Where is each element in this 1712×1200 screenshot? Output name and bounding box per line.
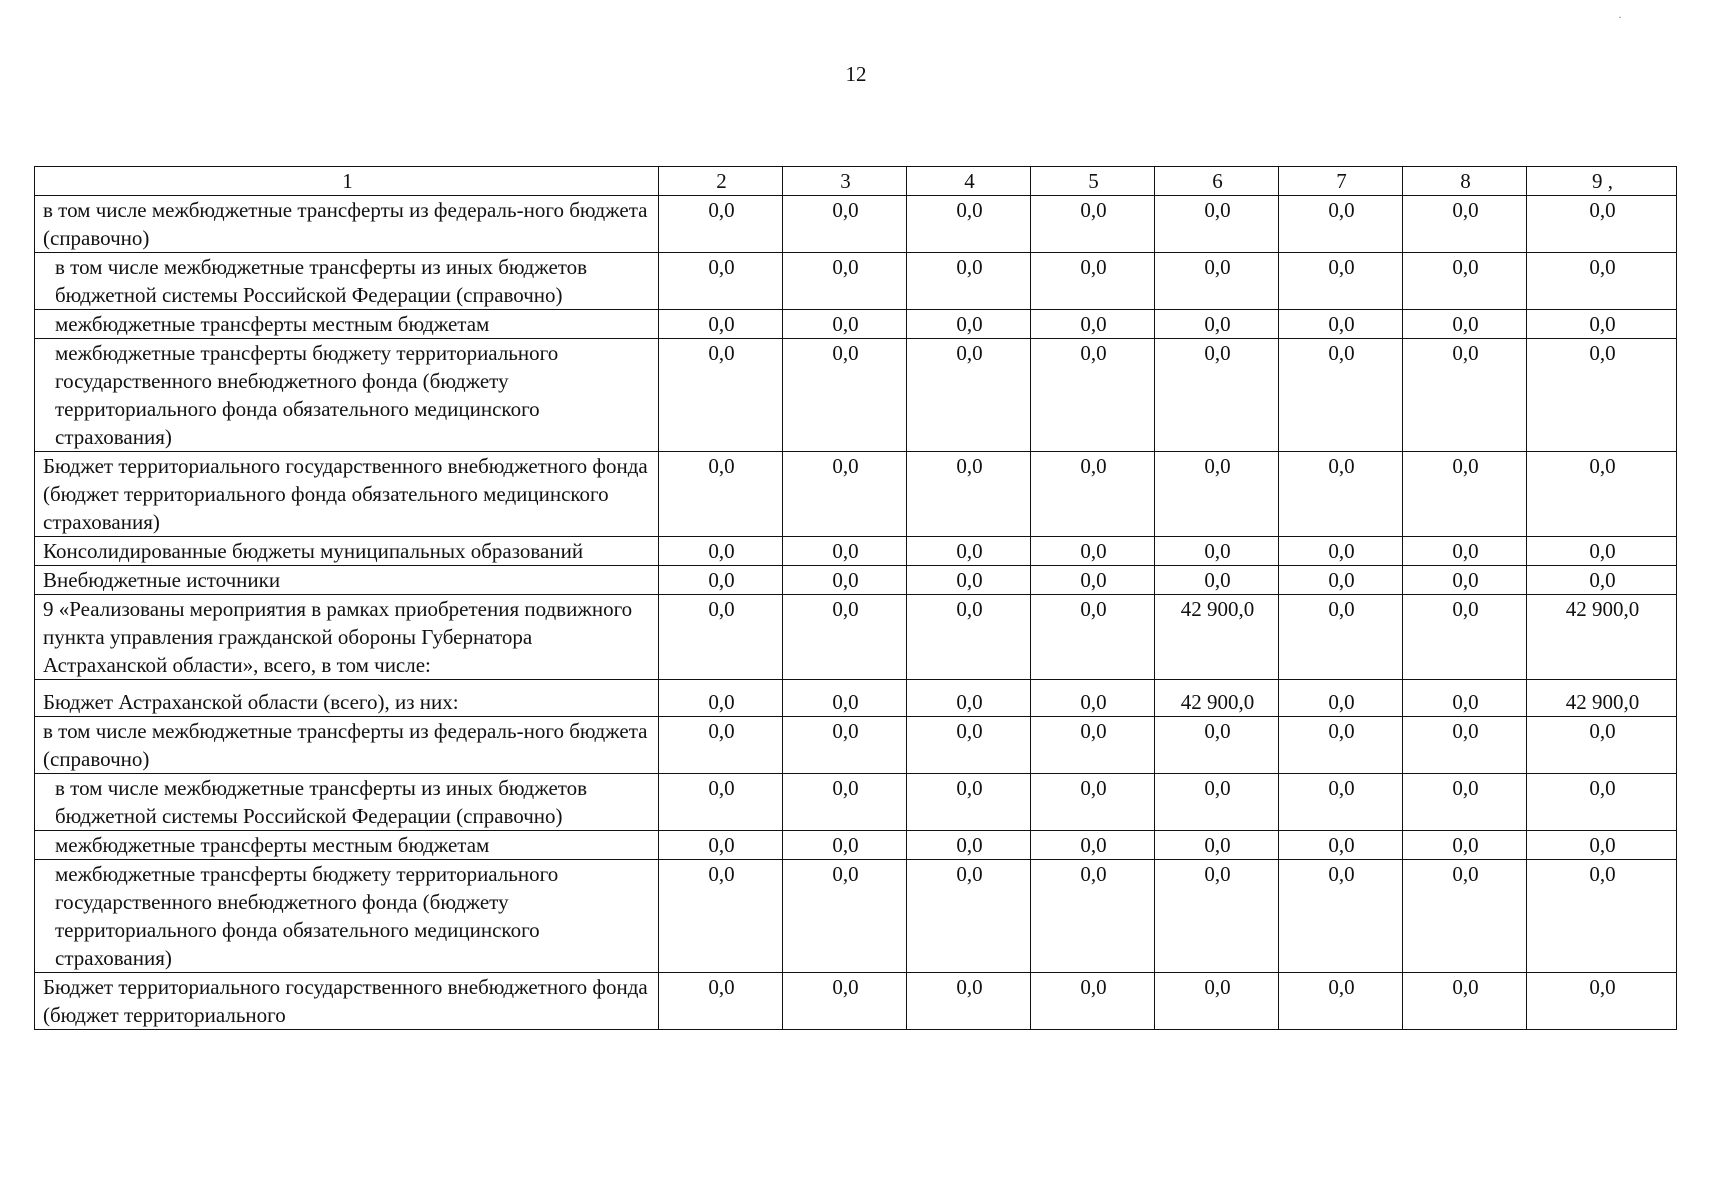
cell-value-col-6: 42 900,0 [1155,680,1279,717]
cell-value-col-4: 0,0 [907,860,1031,973]
cell-value-col-9: 42 900,0 [1527,680,1677,717]
cell-value-col-4: 0,0 [907,774,1031,831]
table-row [35,831,1677,860]
cell-value-col-3: 0,0 [783,196,907,253]
cell-value-col-6: 0,0 [1155,339,1279,452]
cell-value-col-5: 0,0 [1031,595,1155,680]
cell-value-col-6: 0,0 [1155,196,1279,253]
cell-value-col-4: 0,0 [907,680,1031,717]
cell-value-col-9: 0,0 [1527,452,1677,537]
cell-value-col-8: 0,0 [1403,680,1527,717]
column-header-5: 5 [1031,167,1155,196]
table-row [35,452,1677,537]
table-row [35,595,1677,680]
cell-value-col-7: 0,0 [1279,774,1403,831]
cell-value-col-9: 42 900,0 [1527,595,1677,680]
cell-value-col-9: 0,0 [1527,339,1677,452]
cell-value-col-6: 0,0 [1155,973,1279,1030]
cell-value-col-6: 0,0 [1155,831,1279,860]
cell-value-col-6: 0,0 [1155,717,1279,774]
column-header-7: 7 [1279,167,1403,196]
cell-value-col-7: 0,0 [1279,717,1403,774]
cell-value-col-7: 0,0 [1279,973,1403,1030]
cell-value-col-3: 0,0 [783,310,907,339]
page-number: 12 [845,62,867,86]
cell-value-col-5: 0,0 [1031,831,1155,860]
cell-value-col-8: 0,0 [1403,595,1527,680]
cell-value-col-4: 0,0 [907,452,1031,537]
cell-value-col-5: 0,0 [1031,860,1155,973]
cell-value-col-6: 0,0 [1155,310,1279,339]
cell-value-col-9: 0,0 [1527,717,1677,774]
cell-value-col-5: 0,0 [1031,680,1155,717]
cell-value-col-8: 0,0 [1403,537,1527,566]
column-header-8: 8 [1403,167,1527,196]
cell-value-col-7: 0,0 [1279,831,1403,860]
table-row [35,310,1677,339]
cell-value-col-3: 0,0 [783,595,907,680]
cell-value-col-3: 0,0 [783,774,907,831]
row-label: Бюджет территориального государственного внебюджетного фонда (бюджет территориального [35,973,659,1030]
column-header-3: 3 [783,167,907,196]
cell-value-col-3: 0,0 [783,253,907,310]
cell-value-col-3: 0,0 [783,339,907,452]
row-label: Консолидированные бюджеты муниципальных образований [35,537,659,566]
cell-value-col-6: 0,0 [1155,537,1279,566]
cell-value-col-8: 0,0 [1403,717,1527,774]
cell-value-col-8: 0,0 [1403,452,1527,537]
row-label: в том числе межбюджетные трансферты из иных бюджетов бюджетной системы Российской Федерации (справочно) [35,774,659,831]
cell-value-col-7: 0,0 [1279,310,1403,339]
stray-mark: · [1618,10,1622,24]
cell-value-col-3: 0,0 [783,717,907,774]
cell-value-col-3: 0,0 [783,973,907,1030]
cell-value-col-4: 0,0 [907,253,1031,310]
table-row [35,973,1677,1030]
cell-value-col-2: 0,0 [659,310,783,339]
cell-value-col-4: 0,0 [907,717,1031,774]
cell-value-col-2: 0,0 [659,831,783,860]
cell-value-col-2: 0,0 [659,680,783,717]
row-label: межбюджетные трансферты местным бюджетам [35,831,659,860]
cell-value-col-2: 0,0 [659,860,783,973]
column-header-2: 2 [659,167,783,196]
cell-value-col-2: 0,0 [659,196,783,253]
row-label: в том числе межбюджетные трансферты из иных бюджетов бюджетной системы Российской Федерации (справочно) [35,253,659,310]
table-row [35,253,1677,310]
cell-value-col-5: 0,0 [1031,452,1155,537]
cell-value-col-7: 0,0 [1279,196,1403,253]
row-label: 9 «Реализованы мероприятия в рамках приобретения подвижного пункта управления гражданской обороны Губернатора Астраханской области», всего, в том числе: [35,595,659,680]
cell-value-col-4: 0,0 [907,310,1031,339]
table-row [35,339,1677,452]
table-row [35,537,1677,566]
cell-value-col-4: 0,0 [907,595,1031,680]
cell-value-col-7: 0,0 [1279,452,1403,537]
cell-value-col-7: 0,0 [1279,860,1403,973]
cell-value-col-2: 0,0 [659,339,783,452]
cell-value-col-8: 0,0 [1403,831,1527,860]
cell-value-col-2: 0,0 [659,774,783,831]
table-row [35,860,1677,973]
cell-value-col-2: 0,0 [659,595,783,680]
cell-value-col-2: 0,0 [659,566,783,595]
cell-value-col-2: 0,0 [659,717,783,774]
cell-value-col-5: 0,0 [1031,566,1155,595]
cell-value-col-5: 0,0 [1031,339,1155,452]
cell-value-col-3: 0,0 [783,860,907,973]
cell-value-col-4: 0,0 [907,973,1031,1030]
cell-value-col-3: 0,0 [783,537,907,566]
cell-value-col-8: 0,0 [1403,310,1527,339]
cell-value-col-8: 0,0 [1403,774,1527,831]
row-label: Внебюджетные источники [35,566,659,595]
cell-value-col-2: 0,0 [659,253,783,310]
cell-value-col-3: 0,0 [783,831,907,860]
column-header-1: 1 [35,167,659,196]
cell-value-col-8: 0,0 [1403,566,1527,595]
cell-value-col-5: 0,0 [1031,196,1155,253]
cell-value-col-8: 0,0 [1403,339,1527,452]
column-header-4: 4 [907,167,1031,196]
cell-value-col-7: 0,0 [1279,537,1403,566]
cell-value-col-6: 0,0 [1155,452,1279,537]
row-label: в том числе межбюджетные трансферты из федераль-ного бюджета (справочно) [35,717,659,774]
cell-value-col-8: 0,0 [1403,973,1527,1030]
cell-value-col-9: 0,0 [1527,860,1677,973]
cell-value-col-3: 0,0 [783,566,907,595]
cell-value-col-9: 0,0 [1527,196,1677,253]
cell-value-col-5: 0,0 [1031,253,1155,310]
cell-value-col-4: 0,0 [907,196,1031,253]
table-row [35,566,1677,595]
table-header-row [35,167,1677,196]
cell-value-col-4: 0,0 [907,831,1031,860]
cell-value-col-7: 0,0 [1279,339,1403,452]
cell-value-col-7: 0,0 [1279,595,1403,680]
cell-value-col-3: 0,0 [783,452,907,537]
cell-value-col-5: 0,0 [1031,774,1155,831]
column-header-6: 6 [1155,167,1279,196]
table-row [35,774,1677,831]
cell-value-col-2: 0,0 [659,973,783,1030]
table-row [35,680,1677,717]
cell-value-col-6: 42 900,0 [1155,595,1279,680]
cell-value-col-9: 0,0 [1527,253,1677,310]
cell-value-col-6: 0,0 [1155,253,1279,310]
cell-value-col-5: 0,0 [1031,717,1155,774]
table-body [35,196,1677,1030]
cell-value-col-6: 0,0 [1155,860,1279,973]
row-label: в том числе межбюджетные трансферты из федераль-ного бюджета (справочно) [35,196,659,253]
cell-value-col-9: 0,0 [1527,566,1677,595]
row-label: Бюджет территориального государственного внебюджетного фонда (бюджет территориального фонда обязательного медицинского страхования) [35,452,659,537]
table-row [35,196,1677,253]
row-label: межбюджетные трансферты бюджету территориального государственного внебюджетного фонда (бюджету территориального фонда обязательного медицинского страхования) [35,339,659,452]
cell-value-col-7: 0,0 [1279,253,1403,310]
column-header-9: 9 , [1527,167,1677,196]
cell-value-col-9: 0,0 [1527,310,1677,339]
cell-value-col-7: 0,0 [1279,680,1403,717]
cell-value-col-9: 0,0 [1527,537,1677,566]
cell-value-col-2: 0,0 [659,537,783,566]
cell-value-col-9: 0,0 [1527,774,1677,831]
cell-value-col-6: 0,0 [1155,566,1279,595]
cell-value-col-6: 0,0 [1155,774,1279,831]
table-row [35,717,1677,774]
cell-value-col-9: 0,0 [1527,973,1677,1030]
cell-value-col-8: 0,0 [1403,860,1527,973]
cell-value-col-4: 0,0 [907,537,1031,566]
cell-value-col-5: 0,0 [1031,310,1155,339]
cell-value-col-8: 0,0 [1403,253,1527,310]
row-label: межбюджетные трансферты местным бюджетам [35,310,659,339]
cell-value-col-8: 0,0 [1403,196,1527,253]
budget-table [34,166,1677,1030]
row-label: межбюджетные трансферты бюджету территориального государственного внебюджетного фонда (бюджету территориального фонда обязательного медицинского страхования) [35,860,659,973]
cell-value-col-2: 0,0 [659,452,783,537]
cell-value-col-3: 0,0 [783,680,907,717]
cell-value-col-4: 0,0 [907,339,1031,452]
row-label: Бюджет Астраханской области (всего), из них: [35,680,659,717]
cell-value-col-9: 0,0 [1527,831,1677,860]
cell-value-col-7: 0,0 [1279,566,1403,595]
cell-value-col-4: 0,0 [907,566,1031,595]
cell-value-col-5: 0,0 [1031,973,1155,1030]
cell-value-col-5: 0,0 [1031,537,1155,566]
